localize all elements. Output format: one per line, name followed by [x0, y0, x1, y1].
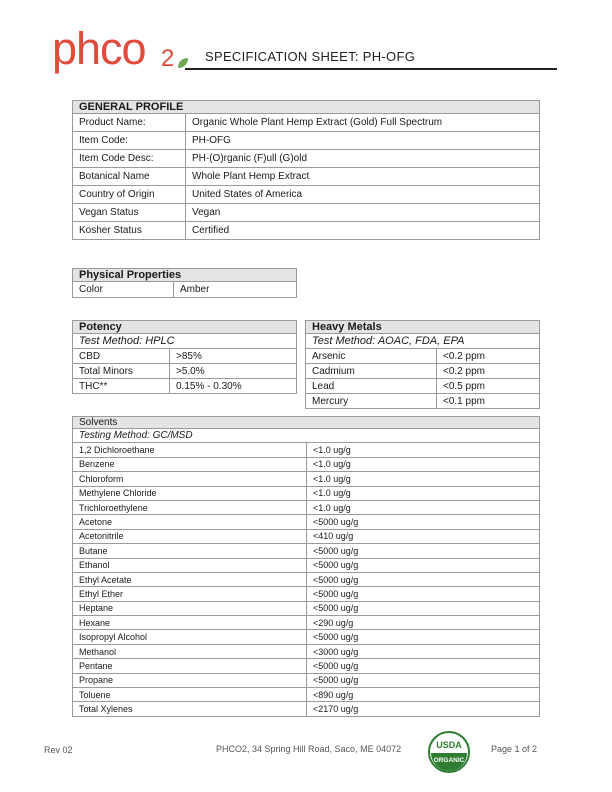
metals-row [306, 394, 540, 409]
physical-properties-table [72, 268, 297, 298]
physical-properties-heading: Physical Properties [73, 269, 297, 282]
general-value: PH-OFG [186, 132, 540, 150]
solvents-label: Acetone [73, 515, 307, 529]
potency-row [73, 364, 297, 379]
solvents-label: Heptane [73, 601, 307, 615]
solvents-label: Trichloroethylene [73, 500, 307, 514]
heavy-metals-heading: Heavy Metals [306, 321, 540, 334]
physical-value: Amber [174, 282, 297, 298]
physical-row [73, 282, 297, 298]
general-label: Kosher Status [73, 222, 186, 240]
general-value: United States of America [186, 186, 540, 204]
solvents-value: <5000 ug/g [307, 558, 540, 572]
sheet-title: SPECIFICATION SHEET: PH-OFG [205, 49, 416, 64]
potency-label: THC** [73, 379, 170, 394]
solvents-row [73, 457, 540, 471]
solvents-value: <5000 ug/g [307, 515, 540, 529]
metals-row [306, 364, 540, 379]
physical-label: Color [73, 282, 174, 298]
solvents-value: <5000 ug/g [307, 673, 540, 687]
solvents-test-method: Testing Method: GC/MSD [73, 429, 540, 443]
solvents-value: <5000 ug/g [307, 630, 540, 644]
general-row [73, 168, 540, 186]
potency-label: Total Minors [73, 364, 170, 379]
general-row [73, 132, 540, 150]
solvents-label: Propane [73, 673, 307, 687]
solvents-row [73, 544, 540, 558]
brand-logo-subscript: 2 [161, 45, 175, 72]
solvents-value: <5000 ug/g [307, 572, 540, 586]
solvents-value: <5000 ug/g [307, 544, 540, 558]
heavy-metals-test-method: Test Method: AOAC, FDA, EPA [306, 334, 540, 349]
general-row [73, 204, 540, 222]
solvents-value: <290 ug/g [307, 616, 540, 630]
solvents-label: Ethyl Ether [73, 587, 307, 601]
solvents-label: Chloroform [73, 472, 307, 486]
heavy-metals-table [305, 320, 540, 409]
potency-heading: Potency [73, 321, 297, 334]
solvents-row [73, 500, 540, 514]
metals-row [306, 349, 540, 364]
solvents-label: Hexane [73, 616, 307, 630]
potency-label: CBD [73, 349, 170, 364]
metals-label: Arsenic [306, 349, 437, 364]
potency-test-method: Test Method: HPLC [73, 334, 297, 349]
solvents-row [73, 486, 540, 500]
solvents-row [73, 644, 540, 658]
solvents-value: <5000 ug/g [307, 587, 540, 601]
solvents-label: Ethyl Acetate [73, 572, 307, 586]
title-rule [185, 68, 557, 70]
potency-table [72, 320, 297, 394]
general-value: Vegan [186, 204, 540, 222]
potency-value: >85% [170, 349, 297, 364]
solvents-value: <5000 ug/g [307, 659, 540, 673]
solvents-row [73, 572, 540, 586]
solvents-label: Methanol [73, 644, 307, 658]
solvents-row [73, 601, 540, 615]
solvents-label: Isopropyl Alcohol [73, 630, 307, 644]
revision-label: Rev 02 [44, 745, 73, 755]
solvents-value: <1.0 ug/g [307, 500, 540, 514]
solvents-label: Benzene [73, 457, 307, 471]
solvents-row [73, 529, 540, 543]
solvents-row [73, 702, 540, 716]
solvents-value: <1.0 ug/g [307, 486, 540, 500]
solvents-row [73, 630, 540, 644]
general-label: Product Name: [73, 114, 186, 132]
usda-organic-seal-icon [428, 731, 470, 773]
potency-row [73, 379, 297, 394]
general-label: Item Code: [73, 132, 186, 150]
solvents-value: <410 ug/g [307, 529, 540, 543]
metals-label: Cadmium [306, 364, 437, 379]
solvents-label: Methylene Chloride [73, 486, 307, 500]
solvents-value: <5000 ug/g [307, 601, 540, 615]
brand-logo: phco [52, 23, 146, 74]
metals-value: <0.5 ppm [437, 379, 540, 394]
metals-label: Lead [306, 379, 437, 394]
solvents-label: Acetonitrile [73, 529, 307, 543]
solvents-value: <2170 ug/g [307, 702, 540, 716]
solvents-label: Ethanol [73, 558, 307, 572]
metals-label: Mercury [306, 394, 437, 409]
seal-bottom-text: ORGANIC [433, 757, 465, 764]
general-label: Country of Origin [73, 186, 186, 204]
solvents-row [73, 616, 540, 630]
general-row [73, 114, 540, 132]
solvents-row [73, 659, 540, 673]
solvents-label: Pentane [73, 659, 307, 673]
general-label: Vegan Status [73, 204, 186, 222]
seal-top-text: USDA [436, 740, 462, 750]
general-row [73, 222, 540, 240]
solvents-value: <1.0 ug/g [307, 472, 540, 486]
solvents-value: <1.0 ug/g [307, 457, 540, 471]
metals-value: <0.2 ppm [437, 364, 540, 379]
solvents-value: <1.0 ug/g [307, 443, 540, 457]
metals-row [306, 379, 540, 394]
solvents-table [72, 416, 540, 717]
general-value: Whole Plant Hemp Extract [186, 168, 540, 186]
solvents-row [73, 472, 540, 486]
solvents-value: <890 ug/g [307, 688, 540, 702]
potency-row [73, 349, 297, 364]
general-row [73, 150, 540, 168]
general-row [73, 186, 540, 204]
general-value: PH-(O)rganic (F)ull (G)old [186, 150, 540, 168]
page-number: Page 1 of 2 [491, 744, 538, 754]
solvents-label: Toluene [73, 688, 307, 702]
general-label: Botanical Name [73, 168, 186, 186]
company-address: PHCO2, 34 Spring Hill Road, Saco, ME 04072 [216, 744, 402, 754]
general-profile-table [72, 100, 540, 240]
metals-value: <0.1 ppm [437, 394, 540, 409]
solvents-row [73, 515, 540, 529]
general-profile-heading: GENERAL PROFILE [73, 101, 540, 114]
potency-value: >5.0% [170, 364, 297, 379]
general-value: Organic Whole Plant Hemp Extract (Gold) Full Spectrum [186, 114, 540, 132]
solvents-row [73, 443, 540, 457]
general-value: Certified [186, 222, 540, 240]
solvents-label: Butane [73, 544, 307, 558]
solvents-row [73, 558, 540, 572]
solvents-row [73, 587, 540, 601]
solvents-row [73, 688, 540, 702]
solvents-value: <3000 ug/g [307, 644, 540, 658]
solvents-label: Total Xylenes [73, 702, 307, 716]
solvents-row [73, 673, 540, 687]
general-label: Item Code Desc: [73, 150, 186, 168]
potency-value: 0.15% - 0.30% [170, 379, 297, 394]
solvents-label: 1,2 Dichloroethane [73, 443, 307, 457]
metals-value: <0.2 ppm [437, 349, 540, 364]
solvents-heading: Solvents [73, 417, 540, 429]
